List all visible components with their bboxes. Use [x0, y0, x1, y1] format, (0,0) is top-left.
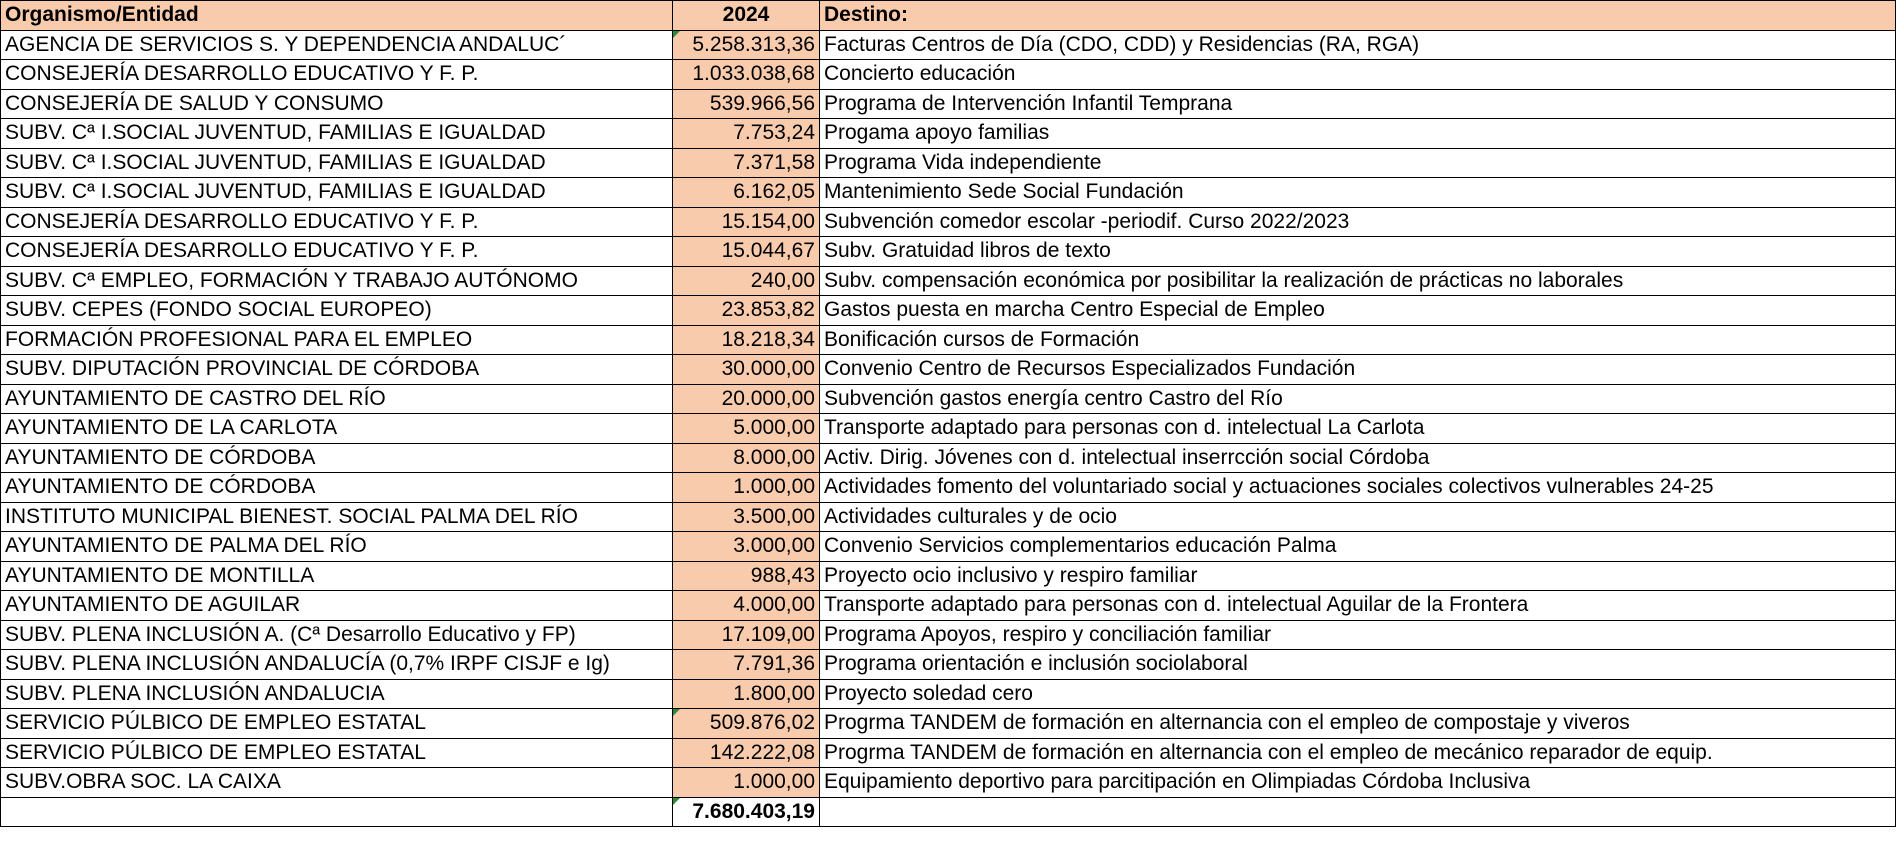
entity-cell[interactable]: SUBV. PLENA INCLUSIÓN A. (Cª Desarrollo Educativo y FP): [1, 620, 673, 650]
table-row: [1, 502, 1896, 532]
entity-cell[interactable]: SUBV. Cª I.SOCIAL JUVENTUD, FAMILIAS E IGUALDAD: [1, 178, 673, 208]
amount-cell[interactable]: 8.000,00: [673, 443, 820, 473]
table-row: [1, 561, 1896, 591]
table-row: [1, 148, 1896, 178]
entity-cell[interactable]: SUBV. Cª I.SOCIAL JUVENTUD, FAMILIAS E IGUALDAD: [1, 119, 673, 149]
entity-cell[interactable]: AYUNTAMIENTO DE LA CARLOTA: [1, 414, 673, 444]
destination-cell[interactable]: Programa Vida independiente: [820, 148, 1896, 178]
destination-cell[interactable]: Proyecto ocio inclusivo y respiro familiar: [820, 561, 1896, 591]
amount-cell[interactable]: 1.000,00: [673, 473, 820, 503]
entity-cell[interactable]: CONSEJERÍA DE SALUD Y CONSUMO: [1, 89, 673, 119]
destination-cell[interactable]: Convenio Centro de Recursos Especializados Fundación: [820, 355, 1896, 385]
entity-cell[interactable]: INSTITUTO MUNICIPAL BIENEST. SOCIAL PALMA DEL RÍO: [1, 502, 673, 532]
amount-cell[interactable]: 7.791,36: [673, 650, 820, 680]
amount-cell[interactable]: 7.371,58: [673, 148, 820, 178]
amount-cell[interactable]: 17.109,00: [673, 620, 820, 650]
destination-cell[interactable]: Activ. Dirig. Jóvenes con d. intelectual inserrcción social Córdoba: [820, 443, 1896, 473]
entity-cell[interactable]: SUBV. PLENA INCLUSIÓN ANDALUCIA: [1, 679, 673, 709]
destination-cell[interactable]: Progama apoyo familias: [820, 119, 1896, 149]
destination-cell[interactable]: Bonificación cursos de Formación: [820, 325, 1896, 355]
destination-cell[interactable]: Subv. Gratuidad libros de texto: [820, 237, 1896, 267]
amount-cell[interactable]: 509.876,02: [673, 709, 820, 739]
header-row: [1, 1, 1896, 31]
table-row: [1, 355, 1896, 385]
amount-cell[interactable]: 15.154,00: [673, 207, 820, 237]
table-row: [1, 89, 1896, 119]
entity-cell[interactable]: CONSEJERÍA DESARROLLO EDUCATIVO Y F. P.: [1, 60, 673, 90]
table-row: [1, 768, 1896, 798]
table-row: [1, 325, 1896, 355]
entity-cell[interactable]: CONSEJERÍA DESARROLLO EDUCATIVO Y F. P.: [1, 207, 673, 237]
entity-cell[interactable]: FORMACIÓN PROFESIONAL PARA EL EMPLEO: [1, 325, 673, 355]
total-label-cell[interactable]: [1, 797, 673, 827]
destination-cell[interactable]: Progrma TANDEM de formación en alternancia con el empleo de mecánico reparador de equip.: [820, 738, 1896, 768]
destination-cell[interactable]: Gastos puesta en marcha Centro Especial de Empleo: [820, 296, 1896, 326]
amount-cell[interactable]: 3.500,00: [673, 502, 820, 532]
amount-cell[interactable]: 7.753,24: [673, 119, 820, 149]
entity-cell[interactable]: AYUNTAMIENTO DE CÓRDOBA: [1, 473, 673, 503]
table-row: [1, 119, 1896, 149]
header-year[interactable]: 2024: [673, 1, 820, 31]
amount-cell[interactable]: 30.000,00: [673, 355, 820, 385]
entity-cell[interactable]: AYUNTAMIENTO DE PALMA DEL RÍO: [1, 532, 673, 562]
entity-cell[interactable]: SUBV. CEPES (FONDO SOCIAL EUROPEO): [1, 296, 673, 326]
table-row: [1, 443, 1896, 473]
entity-cell[interactable]: AYUNTAMIENTO DE AGUILAR: [1, 591, 673, 621]
table-row: [1, 60, 1896, 90]
amount-cell[interactable]: 6.162,05: [673, 178, 820, 208]
amount-cell[interactable]: 18.218,34: [673, 325, 820, 355]
destination-cell[interactable]: Actividades fomento del voluntariado social y actuaciones sociales colectivos vulnerables 24-25: [820, 473, 1896, 503]
table-row: [1, 178, 1896, 208]
destination-cell[interactable]: Programa Apoyos, respiro y conciliación familiar: [820, 620, 1896, 650]
amount-cell[interactable]: 1.000,00: [673, 768, 820, 798]
entity-cell[interactable]: SUBV. Cª EMPLEO, FORMACIÓN Y TRABAJO AUTÓNOMO: [1, 266, 673, 296]
table-row: [1, 738, 1896, 768]
entity-cell[interactable]: SUBV. DIPUTACIÓN PROVINCIAL DE CÓRDOBA: [1, 355, 673, 385]
table-row: [1, 709, 1896, 739]
table-row: [1, 591, 1896, 621]
destination-cell[interactable]: Transporte adaptado para personas con d. intelectual Aguilar de la Frontera: [820, 591, 1896, 621]
entity-cell[interactable]: AGENCIA DE SERVICIOS S. Y DEPENDENCIA ANDALUC´: [1, 30, 673, 60]
table-row: [1, 30, 1896, 60]
entity-cell[interactable]: AYUNTAMIENTO DE MONTILLA: [1, 561, 673, 591]
destination-cell[interactable]: Subvención gastos energía centro Castro del Río: [820, 384, 1896, 414]
entity-cell[interactable]: SUBV. Cª I.SOCIAL JUVENTUD, FAMILIAS E IGUALDAD: [1, 148, 673, 178]
destination-cell[interactable]: Programa de Intervención Infantil Temprana: [820, 89, 1896, 119]
table-row: [1, 266, 1896, 296]
destination-cell[interactable]: Actividades culturales y de ocio: [820, 502, 1896, 532]
entity-cell[interactable]: AYUNTAMIENTO DE CASTRO DEL RÍO: [1, 384, 673, 414]
table-row: [1, 532, 1896, 562]
destination-cell[interactable]: Equipamiento deportivo para parcitipación en Olimpiadas Córdoba Inclusiva: [820, 768, 1896, 798]
table-row: [1, 237, 1896, 267]
amount-cell[interactable]: 1.033.038,68: [673, 60, 820, 90]
table-row: [1, 207, 1896, 237]
table-row: [1, 650, 1896, 680]
amount-cell[interactable]: 3.000,00: [673, 532, 820, 562]
table-row: [1, 620, 1896, 650]
amount-cell[interactable]: 4.000,00: [673, 591, 820, 621]
entity-cell[interactable]: AYUNTAMIENTO DE CÓRDOBA: [1, 443, 673, 473]
header-destination[interactable]: Destino:: [820, 1, 1896, 31]
header-entity[interactable]: Organismo/Entidad: [1, 1, 673, 31]
amount-cell[interactable]: 988,43: [673, 561, 820, 591]
amount-cell[interactable]: 240,00: [673, 266, 820, 296]
table-row: [1, 414, 1896, 444]
amount-cell[interactable]: 23.853,82: [673, 296, 820, 326]
table-row: [1, 296, 1896, 326]
amount-cell[interactable]: 20.000,00: [673, 384, 820, 414]
destination-cell[interactable]: Transporte adaptado para personas con d. intelectual La Carlota: [820, 414, 1896, 444]
amount-cell[interactable]: 5.258.313,36: [673, 30, 820, 60]
destination-cell[interactable]: Facturas Centros de Día (CDO, CDD) y Residencias (RA, RGA): [820, 30, 1896, 60]
table-body: [1, 30, 1896, 797]
table-row: [1, 473, 1896, 503]
destination-cell[interactable]: Convenio Servicios complementarios educación Palma: [820, 532, 1896, 562]
amount-cell[interactable]: 5.000,00: [673, 414, 820, 444]
entity-cell[interactable]: SUBV.OBRA SOC. LA CAIXA: [1, 768, 673, 798]
destination-cell[interactable]: Progrma TANDEM de formación en alternancia con el empleo de compostaje y viveros: [820, 709, 1896, 739]
table-row: [1, 384, 1896, 414]
amount-cell[interactable]: 15.044,67: [673, 237, 820, 267]
entity-cell[interactable]: SUBV. PLENA INCLUSIÓN ANDALUCÍA (0,7% IRPF CISJF e Ig): [1, 650, 673, 680]
destination-cell[interactable]: Concierto educación: [820, 60, 1896, 90]
amount-cell[interactable]: 142.222,08: [673, 738, 820, 768]
total-row: [1, 797, 1896, 827]
entity-cell[interactable]: SERVICIO PÚLBICO DE EMPLEO ESTATAL: [1, 709, 673, 739]
destination-cell[interactable]: Subv. compensación económica por posibilitar la realización de prácticas no laborales: [820, 266, 1896, 296]
destination-cell[interactable]: Subvención comedor escolar -periodif. Curso 2022/2023: [820, 207, 1896, 237]
entity-cell[interactable]: CONSEJERÍA DESARROLLO EDUCATIVO Y F. P.: [1, 237, 673, 267]
amount-cell[interactable]: 1.800,00: [673, 679, 820, 709]
table-row: [1, 679, 1896, 709]
total-destination-cell[interactable]: [820, 797, 1896, 827]
destination-cell[interactable]: Programa orientación e inclusión sociolaboral: [820, 650, 1896, 680]
destination-cell[interactable]: Mantenimiento Sede Social Fundación: [820, 178, 1896, 208]
total-amount[interactable]: 7.680.403,19: [673, 797, 820, 827]
entity-cell[interactable]: SERVICIO PÚLBICO DE EMPLEO ESTATAL: [1, 738, 673, 768]
amount-cell[interactable]: 539.966,56: [673, 89, 820, 119]
destination-cell[interactable]: Proyecto soledad cero: [820, 679, 1896, 709]
